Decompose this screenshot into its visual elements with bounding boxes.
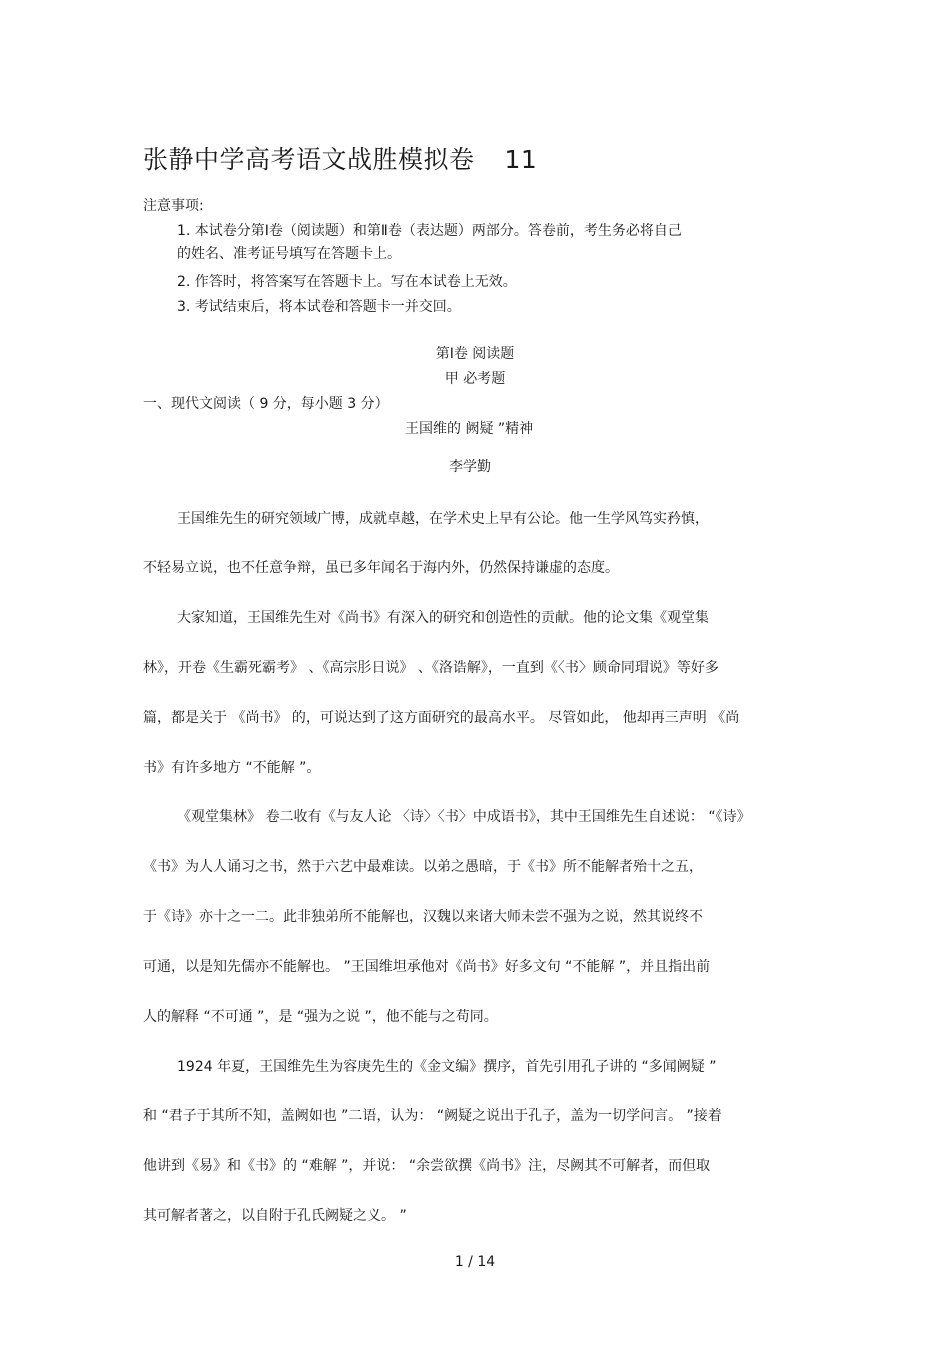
subsection-heading: 甲 必考题 (444, 371, 506, 387)
body-line: 书》有许多地方 “不能解 ”。 (143, 760, 321, 776)
body-line: 和 “君子于其所不知，盖阙如也 ”二语，认为： “阙疑之说出于孔子，盖为一切学问言。 ”接着 (143, 1108, 722, 1124)
body-line: 于《诗》亦十之一二。此非独弟所不能解也，汉魏以来诸大师未尝不强为之说，然其说终不 (143, 909, 703, 925)
notice-heading: 注意事项: (143, 198, 204, 214)
body-line: 不轻易立说，也不任意争辩，虽已多年闻名于海内外，仍然保持谦虚的态度。 (143, 560, 619, 576)
document-title-number: 11 (504, 145, 538, 174)
section-heading: 第Ⅰ卷 阅读题 (435, 346, 515, 362)
notice-item-1-line-1: 1. 本试卷分第Ⅰ卷（阅读题）和第Ⅱ卷（表达题）两部分。答卷前，考生务必将自己 (177, 223, 682, 239)
article-author: 李学勤 (449, 459, 491, 475)
document-title-text: 张静中学高考语文战胜模拟卷 (143, 145, 475, 174)
body-line: 《观堂集林》 卷二收有《与友人论 〈诗〉〈书〉中成语书》，其中王国维先生自述说： “《诗》 (177, 809, 751, 825)
body-line: 大家知道，王国维先生对《尚书》有深入的研究和创造性的贡献。他的论文集《观堂集 (177, 610, 709, 626)
body-line: 人的解释 “不可通 ”，是 “强为之说 ”，他不能与之苟同。 (143, 1009, 498, 1025)
body-line: 林》，开卷《生霸死霸考》 、《高宗肜日说》 、《洛诰解》，一直到《〈书〉顾命同瑁说》等好多 (143, 660, 719, 676)
document-title (143, 144, 537, 176)
body-line: 王国维先生的研究领域广博，成就卓越，在学术史上早有公论。他一生学风笃实矜慎， (177, 511, 709, 527)
notice-item-3: 3. 考试结束后，将本试卷和答题卡一并交回。 (177, 299, 461, 315)
article-title: 王国维的 阙疑 ”精神 (405, 421, 534, 437)
page-number: 1 / 14 (454, 1254, 496, 1270)
body-line: 可通，以是知先儒亦不能解也。 ”王国维坦承他对《尚书》好多文句 “不能解 ”，并且指出前 (143, 959, 711, 975)
body-line: 其可解者著之，以自附于孔氏阙疑之义。 ” (143, 1208, 407, 1224)
question-heading: 一、现代文阅读（ 9 分，每小题 3 分） (143, 396, 389, 412)
body-line: 《书》为人人诵习之书，然于六艺中最难读。以弟之愚暗，于《书》所不能解者殆十之五， (143, 859, 703, 875)
body-line: 篇，都是关于 《尚书》 的，可说达到了这方面研究的最高水平。 尽管如此， 他却再三声明 《尚 (143, 710, 740, 726)
body-line: 1924 年夏，王国维先生为容庚先生的《金文编》撰序，首先引用孔子讲的 “多闻阙疑 ” (177, 1059, 717, 1075)
notice-item-2: 2. 作答时，将答案写在答题卡上。写在本试卷上无效。 (177, 274, 517, 290)
notice-item-1-line-2: 的姓名、准考证号填写在答题卡上。 (177, 246, 401, 262)
body-line: 他讲到《易》和《书》的 “难解 ”，并说： “余尝欲撰《尚书》注，尽阙其不可解者，而但取 (143, 1158, 711, 1174)
